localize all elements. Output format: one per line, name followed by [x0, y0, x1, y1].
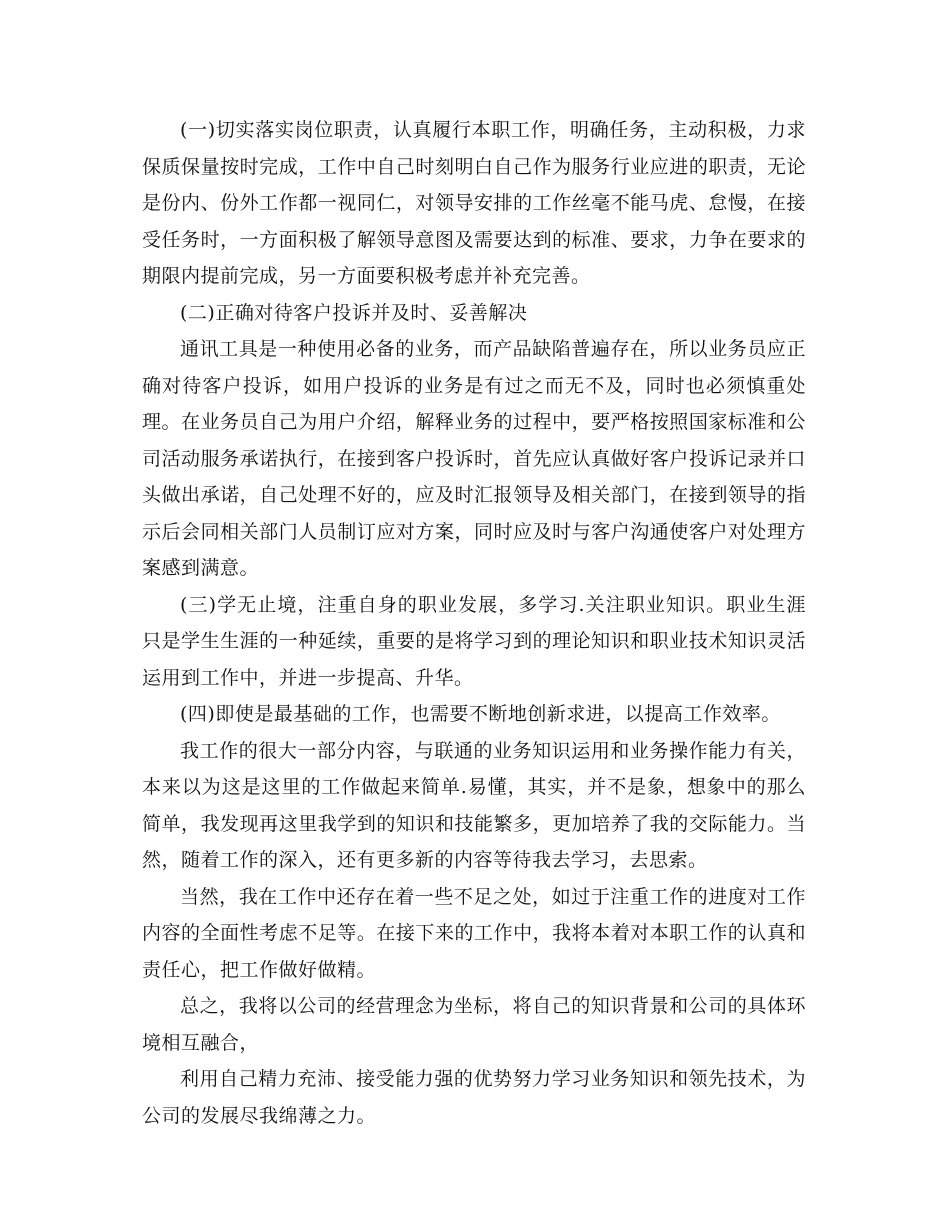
paragraph-innovation: (四)即使是最基础的工作，也需要不断地创新求进，以提高工作效率。 — [180, 703, 781, 725]
paragraph-closing: 利用自己精力充沛、接受能力强的优势努力学习业务知识和领先技术，为公司的发展尽我绵薄之力。 — [142, 1068, 806, 1127]
paragraph-duty: (一)切实落实岗位职责，认真履行本职工作，明确任务，主动积极，力求保质保量按时完成，工作中自己时刻明白自己作为服务行业应进的职责，无论是份内、份外工作都一视同仁，对领导安排的工作丝毫不能马虎、怠慢，在接受任务时，一方面积极了解领导意图及需要达到的标准、要求，力争在要求的期限内提前完成，另一方面要积极考虑并补充完善。 — [142, 119, 806, 287]
paragraph-shortcomings: 当然，我在工作中还存在着一些不足之处，如过于注重工作的进度对工作内容的全面性考虑不足等。在接下来的工作中，我将本着对本职工作的认真和责任心，把工作做好做精。 — [142, 885, 806, 981]
paragraph-work-content: 我工作的很大一部分内容，与联通的业务知识运用和业务操作能力有关，本来以为这是这里的工作做起来简单.易懂，其实，并不是象，想象中的那么简单，我发现再这里我学到的知识和技能繁多，更加培养了我的交际能力。当然，随着工作的深入，还有更多新的内容等待我去学习，去思索。 — [142, 739, 806, 871]
paragraph-conclusion: 总之，我将以公司的经营理念为坐标，将自己的知识背景和公司的具体环境相互融合， — [142, 995, 806, 1054]
paragraph-learning: (三)学无止境，注重自身的职业发展，多学习.关注职业知识。职业生涯只是学生生涯的一种延续，重要的是将学习到的理论知识和职业技术知识灵活运用到工作中，并进一步提高、升华。 — [142, 593, 806, 689]
paragraph-complaint-heading: (二)正确对待客户投诉并及时、妥善解决 — [180, 301, 528, 324]
paragraph-complaint-handling: 通讯工具是一种使用必备的业务，而产品缺陷普遍存在，所以业务员应正确对待客户投诉，如用户投诉的业务是有过之而无不及，同时也必须慎重处理。在业务员自己为用户介绍，解释业务的过程中，要严格按照国家标准和公司活动服务承诺执行，在接到客户投诉时，首先应认真做好客户投诉记录并口头做出承诺，自己处理不好的，应及时汇报领导及相关部门，在接到领导的指示后会同相关部门人员制订应对方案，同时应及时与客户沟通使客户对处理方案感到满意。 — [142, 338, 806, 579]
document-body — [142, 112, 806, 1134]
